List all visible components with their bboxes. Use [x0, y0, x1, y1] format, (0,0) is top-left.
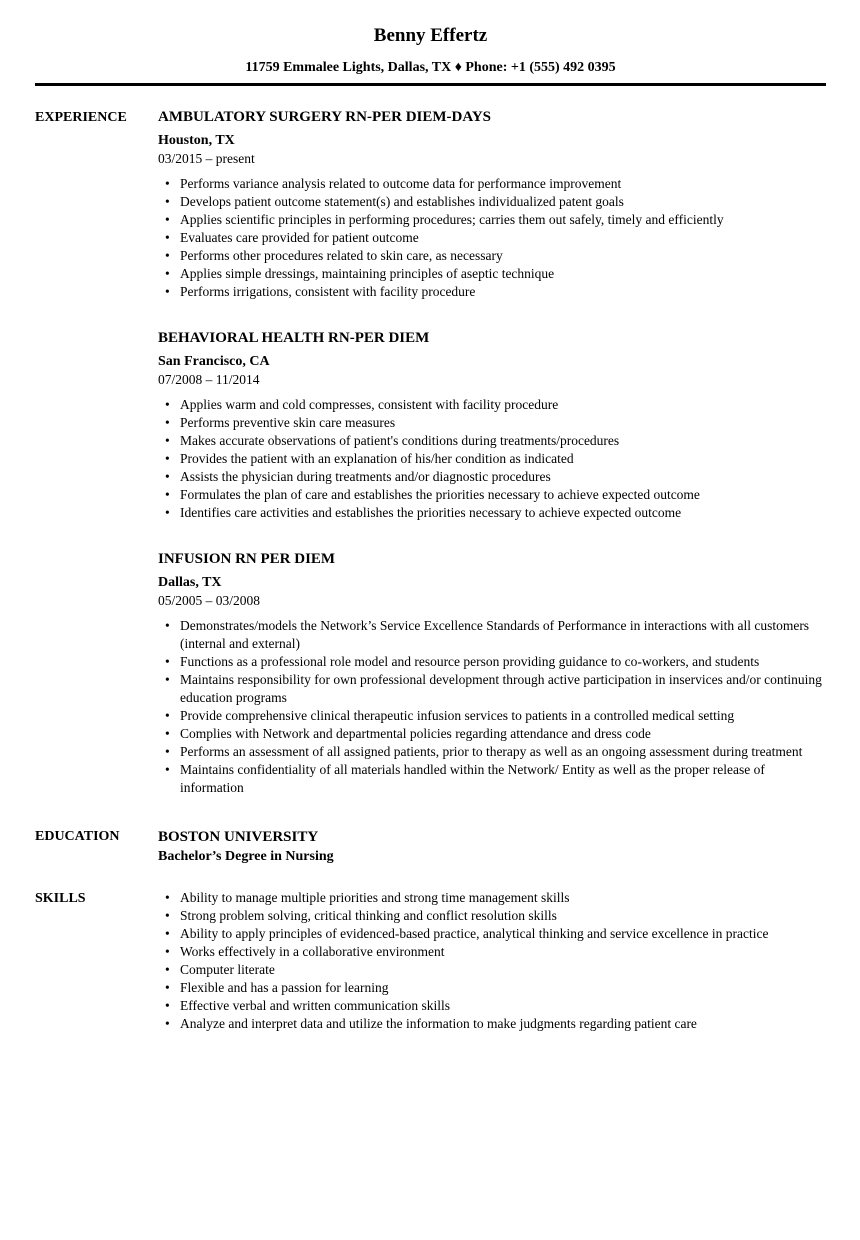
education-degree: Bachelor’s Degree in Nursing — [158, 849, 334, 864]
experience-job — [158, 329, 826, 522]
bullet-item: • Assists the physician during treatments and/or diagnostic procedures — [158, 468, 826, 486]
bullet-item: • Provides the patient with an explanation of his/her condition as indicated — [158, 450, 826, 468]
bullet-item: • Makes accurate observations of patient's conditions during treatments/procedures — [158, 432, 826, 450]
education-section — [35, 827, 826, 867]
bullet-item: • Applies warm and cold compresses, consistent with facility procedure — [158, 396, 826, 414]
job-dates: 05/2005 – 03/2008 — [158, 593, 261, 608]
bullet-item: • Maintains responsibility for own professional development through active participation in inservices and/or continuing education programs — [158, 671, 826, 707]
header-divider — [35, 83, 826, 86]
skill-item: • Computer literate — [158, 961, 826, 979]
job-location: San Francisco, CA — [158, 354, 270, 369]
education-content — [158, 827, 826, 867]
bullet-item: • Applies scientific principles in performing procedures; carries them out safely, timely and efficiently — [158, 211, 826, 229]
job-location: Houston, TX — [158, 133, 235, 148]
education-school: BOSTON UNIVERSITY — [158, 829, 319, 845]
contact-line: 11759 Emmalee Lights, Dallas, TX ♦ Phone: +1 (555) 492 0395 — [245, 60, 616, 75]
bullet-item: • Develops patient outcome statement(s) and establishes individualized patent goals — [158, 193, 826, 211]
job-bullets — [158, 396, 826, 522]
bullet-item: • Performs other procedures related to skin care, as necessary — [158, 247, 826, 265]
skills-content — [158, 889, 826, 1033]
bullet-item: • Identifies care activities and establishes the priorities necessary to achieve expected outcome — [158, 504, 826, 522]
skill-item: • Ability to apply principles of evidenced-based practice, analytical thinking and service excellence in practice — [158, 925, 826, 943]
resume-header — [35, 24, 826, 77]
bullet-item: • Complies with Network and departmental policies regarding attendance and dress code — [158, 725, 826, 743]
bullet-item: • Formulates the plan of care and establishes the priorities necessary to achieve expected outcome — [158, 486, 826, 504]
resume-name: Benny Effertz — [373, 25, 488, 46]
bullet-item: • Maintains confidentiality of all materials handled within the Network/ Entity as well as the proper release of information — [158, 761, 826, 797]
bullet-item: • Performs variance analysis related to outcome data for performance improvement — [158, 175, 826, 193]
experience-label: EXPERIENCE — [35, 110, 127, 125]
bullet-item: • Functions as a professional role model and resource person providing guidance to co-workers, and students — [158, 653, 826, 671]
job-title: BEHAVIORAL HEALTH RN-PER DIEM — [158, 330, 430, 346]
job-bullets — [158, 617, 826, 797]
experience-job — [158, 108, 826, 301]
job-location: Dallas, TX — [158, 575, 222, 590]
job-title: AMBULATORY SURGERY RN-PER DIEM-DAYS — [158, 109, 491, 125]
bullet-item: • Performs irrigations, consistent with facility procedure — [158, 283, 826, 301]
skills-list — [158, 889, 826, 1033]
experience-job — [158, 550, 826, 797]
experience-jobs — [158, 108, 826, 797]
skills-section — [35, 889, 826, 1033]
skill-item: • Effective verbal and written communication skills — [158, 997, 826, 1015]
skill-item: • Ability to manage multiple priorities and strong time management skills — [158, 889, 826, 907]
skill-item: • Analyze and interpret data and utilize the information to make judgments regarding patient care — [158, 1015, 826, 1033]
skills-label: SKILLS — [35, 891, 86, 906]
bullet-item: • Evaluates care provided for patient outcome — [158, 229, 826, 247]
skill-item: • Flexible and has a passion for learning — [158, 979, 826, 997]
job-title: INFUSION RN PER DIEM — [158, 551, 336, 567]
education-label: EDUCATION — [35, 829, 120, 844]
skill-item: • Works effectively in a collaborative environment — [158, 943, 826, 961]
skill-item: • Strong problem solving, critical thinking and conflict resolution skills — [158, 907, 826, 925]
bullet-item: • Provide comprehensive clinical therapeutic infusion services to patients in a controlled medical setting — [158, 707, 826, 725]
job-dates: 07/2008 – 11/2014 — [158, 372, 260, 387]
bullet-item: • Applies simple dressings, maintaining principles of aseptic technique — [158, 265, 826, 283]
experience-section — [35, 108, 826, 797]
bullet-item: • Performs preventive skin care measures — [158, 414, 826, 432]
bullet-item: • Performs an assessment of all assigned patients, prior to therapy as well as an ongoing assessment during treatment — [158, 743, 826, 761]
job-bullets — [158, 175, 826, 301]
bullet-item: • Demonstrates/models the Network’s Service Excellence Standards of Performance in interactions with all customers (internal and external) — [158, 617, 826, 653]
job-dates: 03/2015 – present — [158, 151, 255, 166]
